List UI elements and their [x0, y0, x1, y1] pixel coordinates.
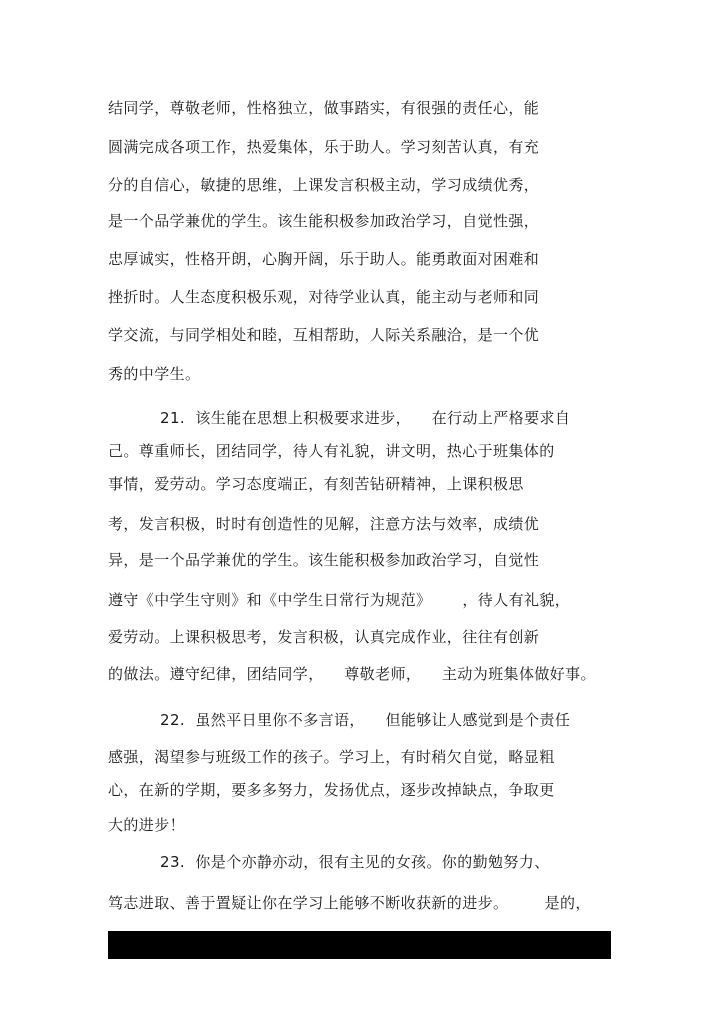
redaction-bar — [108, 931, 611, 959]
text-line: 是一个品学兼优的学生。该生能积极参加政治学习，自觉性强， — [108, 212, 540, 230]
text-line: 忠厚诚实，性格开朗，心胸开阔，乐于助人。能勇敢面对困难和 — [108, 250, 540, 268]
text-line: 异，是一个品学兼优的学生。该生能积极参加政治学习，自觉性 — [108, 551, 540, 569]
text-line: 圆满完成各项工作，热爱集体，乐于助人。学习刻苦认真，有充 — [108, 138, 540, 156]
text-line: 爱劳动。上课积极思考，发言积极，认真完成作业，往往有创新 — [108, 628, 540, 646]
text-line: 挫折时。人生态度积极乐观，对待学业认真，能主动与老师和同 — [108, 288, 540, 306]
text-line: 学交流，与同学相处和睦，互相帮助，人际关系融洽，是一个优 — [108, 326, 540, 344]
text-line: 笃志进取、善于置疑让你在学习上能够不断收获新的进步。 是的， — [108, 894, 591, 912]
text-line: 遵守《中学生守则》和《中学生日常行为规范》 ，待人有礼貌， — [108, 591, 571, 609]
text-line: 结同学，尊敬老师，性格独立，做事踏实，有很强的责任心，能 — [108, 99, 540, 117]
text-line: 己。尊重师长，团结同学，待人有礼貌，讲文明，热心于班集体的 — [108, 442, 555, 460]
text-line: 分的自信心，敏捷的思维，上课发言积极主动，学习成绩优秀， — [108, 176, 540, 194]
item-23-first-line: 23. 你是个亦静亦动，很有主见的女孩。你的勤勉努力、 — [160, 853, 550, 871]
item-22-first-line: 22. 虽然平日里你不多言语， 但能够让人感觉到是个责任 — [160, 711, 571, 729]
text-line: 事情，爱劳动。学习态度端正，有刻苦钻研精神，上课积极思 — [108, 475, 524, 493]
text-line: 心，在新的学期，要多多努力，发扬优点，逐步改掉缺点，争取更 — [108, 781, 555, 799]
text-line: 的做法。遵守纪律，团结同学， 尊敬老师， 主动为班集体做好事。 — [108, 665, 596, 683]
text-line: 秀的中学生。 — [108, 365, 201, 383]
text-line: 大的进步！ — [108, 816, 186, 834]
text-line: 感强，渴望参与班级工作的孩子。学习上，有时稍欠自觉，略显粗 — [108, 748, 555, 766]
text-line: 考，发言积极，时时有创造性的见解，注意方法与效率，成绩优 — [108, 515, 540, 533]
item-21-first-line: 21. 该生能在思想上积极要求进步， 在行动上严格要求自 — [160, 409, 571, 427]
